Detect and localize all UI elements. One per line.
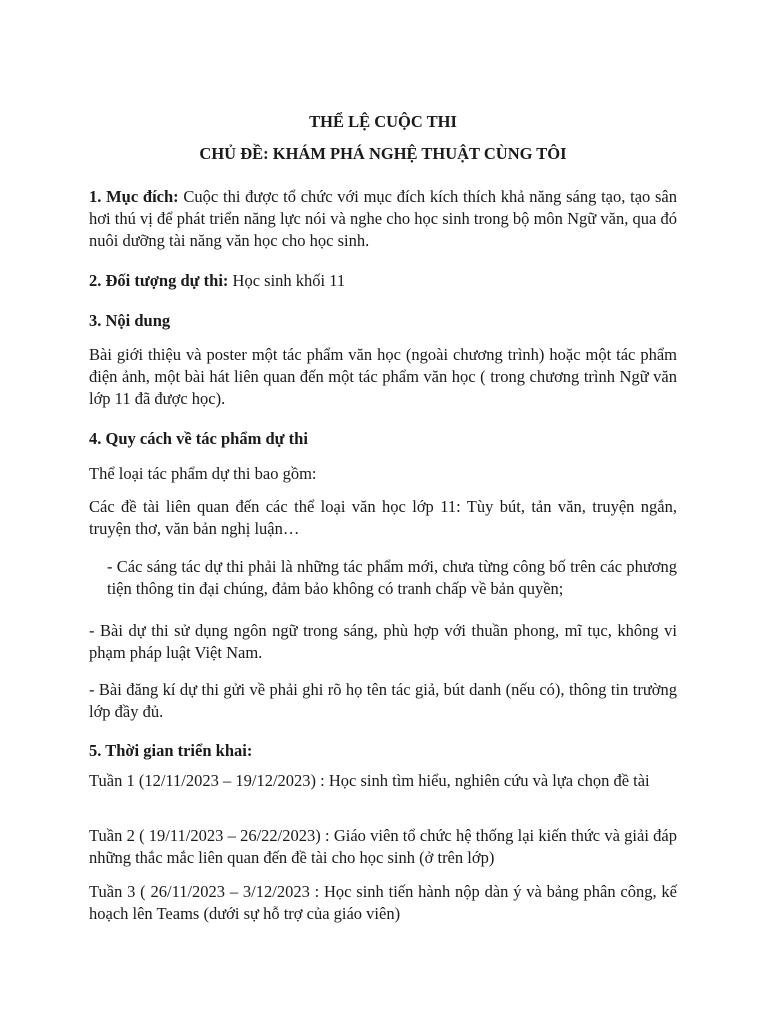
section-3-heading: 3. Nội dung — [89, 311, 171, 330]
section-1-purpose — [89, 186, 677, 252]
week-3-schedule: Tuần 3 ( 26/11/2023 – 3/12/2023 : Học sinh tiến hành nộp dàn ý và bảng phân công, kế hoạch lên Teams (dưới sự hỗ trợ của giáo viên) — [89, 882, 677, 923]
section-5-heading: 5. Thời gian triển khai: — [89, 741, 253, 760]
section-3-text: Bài giới thiệu và poster một tác phẩm văn học (ngoài chương trình) hoặc một tác phẩm điện ảnh, một bài hát liên quan đến một tác phẩm văn học ( trong chương trình Ngữ văn lớp 11 đã được học). — [89, 345, 677, 408]
section-2-label: 2. Đối tượng dự thi: — [89, 271, 229, 290]
section-2-participants — [89, 270, 677, 292]
section-1-label: 1. Mục đích: — [89, 187, 179, 206]
week-2-schedule: Tuần 2 ( 19/11/2023 – 26/22/2023) : Giáo viên tổ chức hệ thống lại kiến thức và giải đáp những thắc mắc liên quan đến đề tài cho học sinh (ở trên lớp) — [89, 826, 677, 867]
week-1-schedule: Tuần 1 (12/11/2023 – 19/12/2023) : Học sinh tìm hiểu, nghiên cứu và lựa chọn đề tài — [89, 771, 650, 790]
section-4-rule-new-works: - Các sáng tác dự thi phải là những tác phẩm mới, chưa từng công bố trên các phương tiện thông tin đại chúng, đảm bảo không có tranh chấp về bản quyền; — [107, 557, 677, 598]
document-title: THỂ LỆ CUỘC THI — [309, 112, 457, 131]
document-subtitle: CHỦ ĐỀ: KHÁM PHÁ NGHỆ THUẬT CÙNG TÔI — [199, 144, 567, 163]
section-4-rule-registration: - Bài đăng kí dự thi gửi về phải ghi rõ họ tên tác giả, bút danh (nếu có), thông tin trường lớp đầy đủ. — [89, 680, 677, 721]
section-1-text: Cuộc thi được tổ chức với mục đích kích thích khả năng sáng tạo, tạo sân hơi thú vị để phát triển năng lực nói và nghe cho học sinh trong bộ môn Ngữ văn, qua đó nuôi dưỡng tài năng văn học cho học sinh. — [89, 187, 677, 250]
section-2-text: Học sinh khối 11 — [228, 271, 346, 290]
section-4-rule-language: - Bài dự thi sử dụng ngôn ngữ trong sáng, phù hợp với thuần phong, mĩ tục, không vi phạm pháp luật Việt Nam. — [89, 621, 677, 662]
section-4-heading: 4. Quy cách về tác phẩm dự thi — [89, 429, 308, 448]
section-4-topics: Các đề tài liên quan đến các thể loại văn học lớp 11: Tùy bút, tản văn, truyện ngắn, truyện thơ, văn bản nghị luận… — [89, 497, 677, 538]
section-4-genres-intro: Thể loại tác phẩm dự thi bao gồm: — [89, 464, 317, 483]
